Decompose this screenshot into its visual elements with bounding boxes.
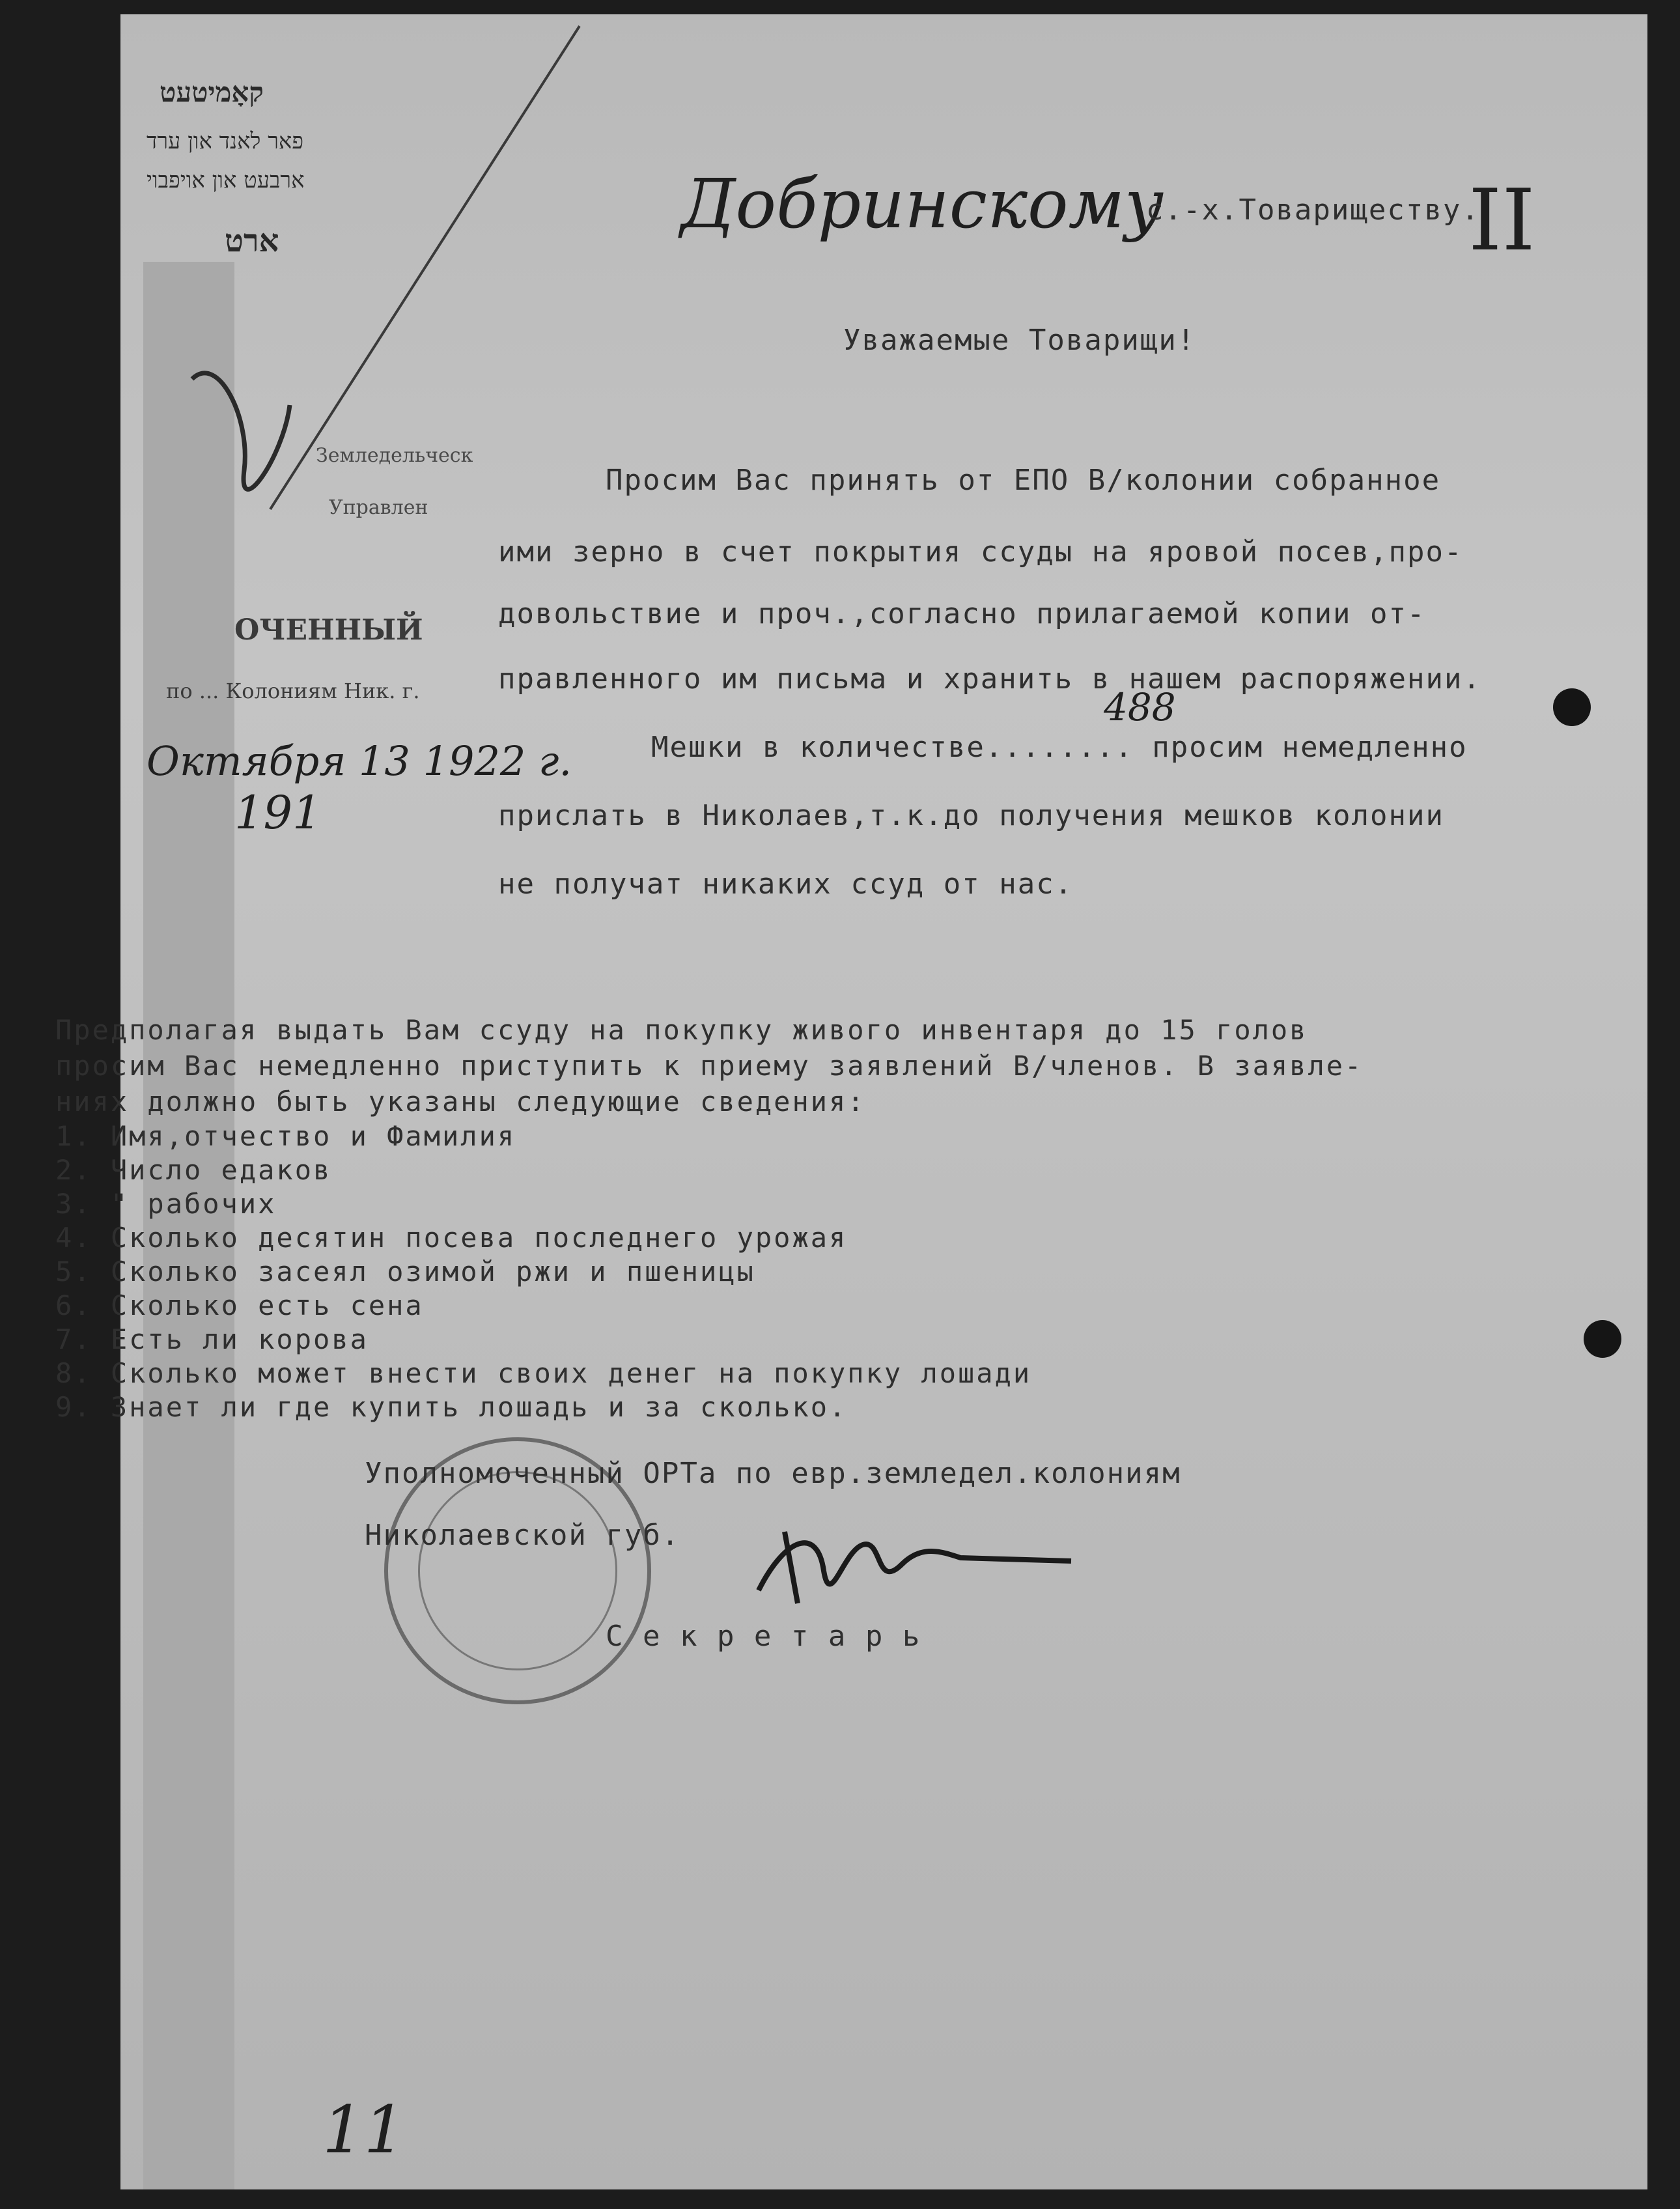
list-item-4: 4. Сколько десятин посева последнего урожая xyxy=(55,1222,848,1254)
paragraph1-line2: ими зерно в счет покрытия ссуды на яровой посев,про- xyxy=(498,535,1463,569)
list-item-6: 6. Сколько есть сена xyxy=(55,1289,424,1321)
list-item-8: 8. Сколько может внести своих денег на покупку лошади xyxy=(55,1357,1032,1389)
list-item-2: 2. Число едаков xyxy=(55,1154,332,1186)
signature-line3: С е к р е т а р ь xyxy=(606,1620,921,1653)
signature-line2: Николаевской губ. xyxy=(365,1519,680,1552)
handwritten-signature xyxy=(746,1512,1084,1616)
paragraph3-line3: ниях должно быть указаны следующие сведения: xyxy=(55,1086,866,1118)
list-item-7: 7. Есть ли корова xyxy=(55,1323,369,1355)
paragraph2-line2: прислать в Николаев,т.к.до получения мешков колонии xyxy=(498,799,1445,832)
list-item-1: 1. Имя,отчество и Фамилия xyxy=(55,1120,516,1152)
stamp-inner xyxy=(418,1471,617,1670)
letterhead-russian-3: ОЧЕННЫЙ xyxy=(234,613,423,647)
pen-stroke xyxy=(120,14,707,600)
paragraph1-line3: довольствие и проч.,согласно прилагаемой копии от- xyxy=(498,597,1426,630)
paragraph3-line1: Предполагая выдать Вам ссуду на покупку живого инвентаря до 15 голов xyxy=(55,1014,1308,1046)
letter-date: Октября 13 1922 г. xyxy=(147,737,572,785)
paragraph1-line4: правленного им письма и хранить в нашем распоряжении. xyxy=(498,662,1481,696)
paragraph2-line3: не получат никаких ссуд от нас. xyxy=(498,867,1074,901)
list-item-3: 3. " рабочих xyxy=(55,1188,277,1220)
letter-number: 191 xyxy=(234,786,322,839)
document-page xyxy=(55,14,1647,2189)
salutation: Уважаемые Товарищи! xyxy=(843,324,1196,357)
punch-hole-top xyxy=(1553,688,1591,726)
addressee-handwritten: Добринскому xyxy=(680,164,1164,244)
letterhead-russian-1: Земледельческ xyxy=(316,444,473,467)
letterhead-russian-2: Управлен xyxy=(329,496,428,519)
list-item-5: 5. Сколько засеял озимой ржи и пшеницы xyxy=(55,1256,755,1287)
letterhead-hebrew-4: ארט xyxy=(225,223,279,259)
addressee-typed: с.-х.Товариществу. xyxy=(1146,193,1480,227)
letterhead-hebrew-2: פאר לאנד און ערד xyxy=(147,128,304,154)
letterhead-hebrew-1: קאָמיטעט xyxy=(160,76,264,108)
paragraph3-line2: просим Вас немедленно приступить к приему заявлений В/членов. В заявле- xyxy=(55,1050,1364,1082)
punch-hole-bottom xyxy=(1584,1320,1621,1358)
margin-mark: II xyxy=(1468,171,1535,270)
letterhead-russian-4: по ... Колониям Ник. г. xyxy=(166,679,420,703)
paragraph1-line1: Просим Вас принять от ЕПО В/колонии собранное xyxy=(606,464,1441,497)
letterhead-hebrew-3: ארבעט און אויפבוי xyxy=(147,167,305,193)
page-mark: 11 xyxy=(322,2092,406,2168)
bags-count: 488 xyxy=(1104,685,1176,729)
list-item-9: 9. Знает ли где купить лошадь и за сколько. xyxy=(55,1391,848,1423)
signature-line1: Уполномоченный ОРТа по евр.земледел.колониям xyxy=(365,1457,1181,1490)
paragraph2-line1: Мешки в количестве........ просим немедленно xyxy=(651,731,1468,764)
